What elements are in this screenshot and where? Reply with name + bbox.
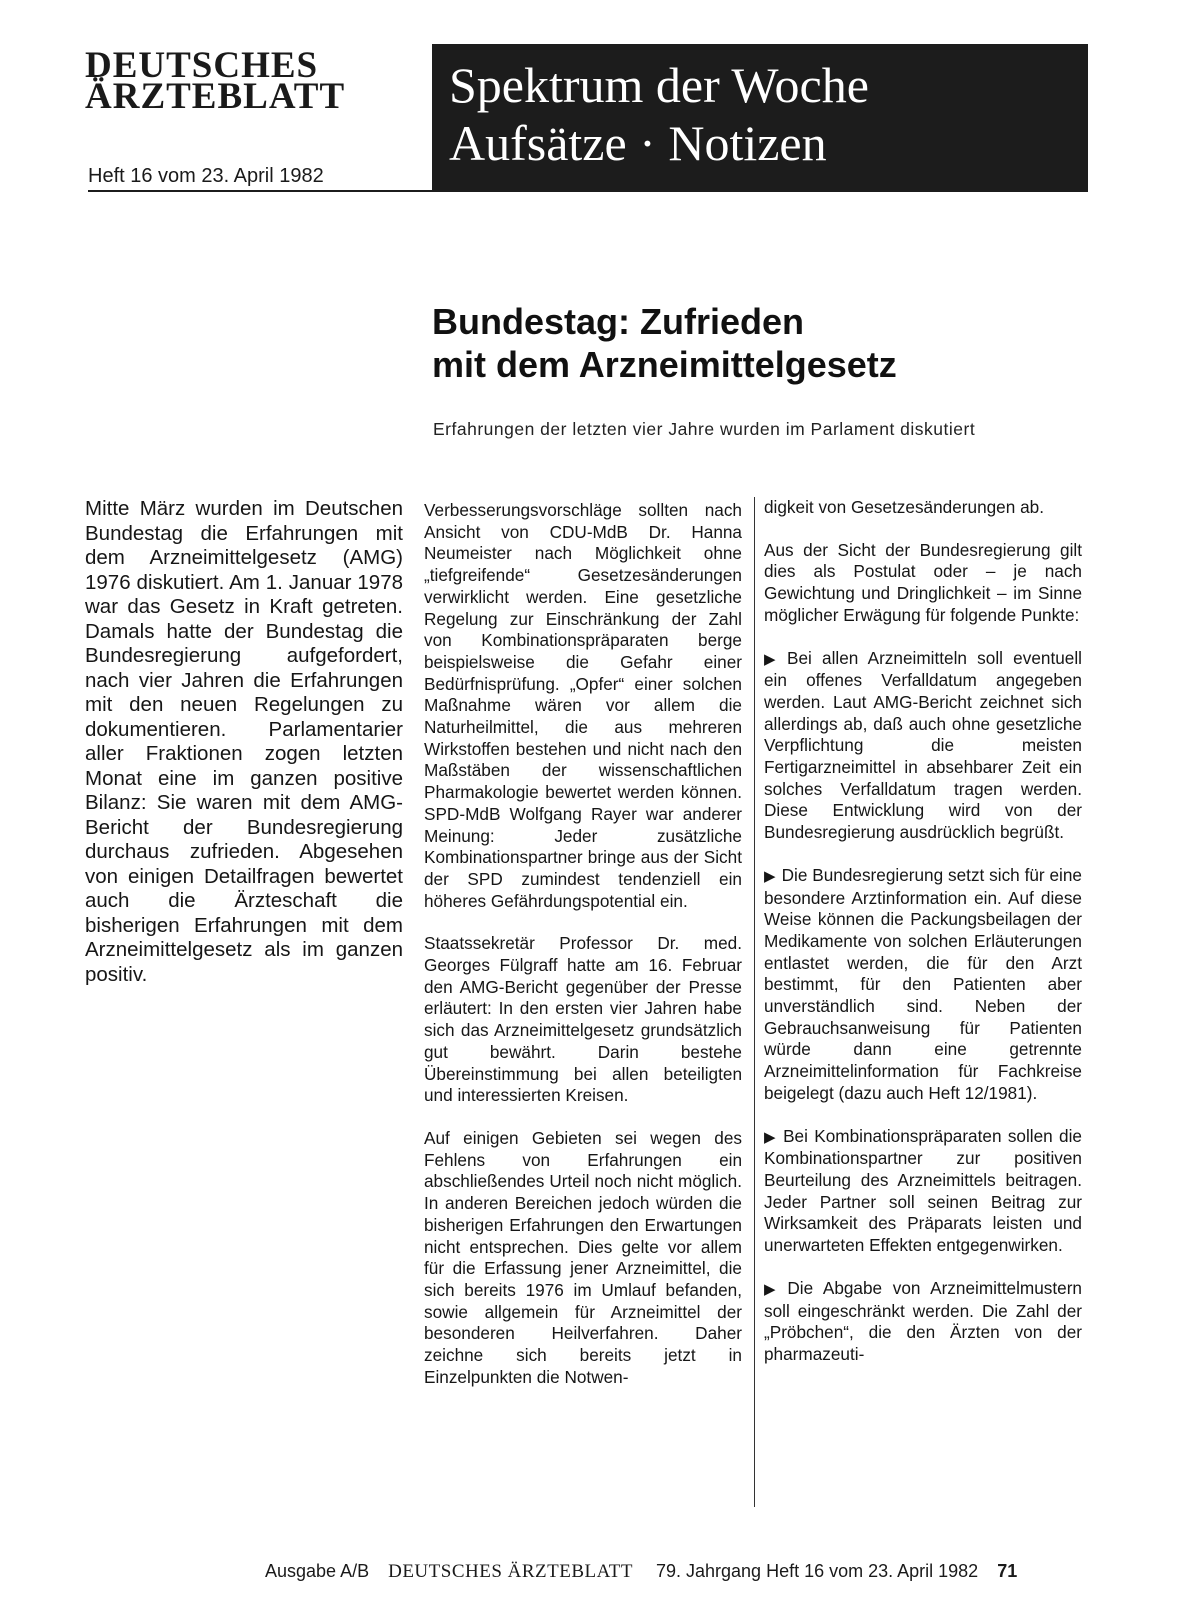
bullet-item — [764, 1126, 1082, 1257]
paragraph: digkeit von Gesetzesänderungen ab. — [764, 497, 1044, 517]
bullet-item — [764, 865, 1082, 1105]
bullet-text: Bei Kombinationspräparaten sollen die Kombinationspartner zur positiven Beurteilung des Arzneimittels beitragen. Jeder Partner soll seinen Beitrag zur Wirksamkeit des Präparats leisten und unerwarteten Effekten entgegenwirken. — [764, 1125, 1082, 1256]
paragraph: Staatssekretär Professor Dr. med. Georges Fülgraff hatte am 16. Februar den AMG-Bericht gegenüber der Presse erläutert: In den ersten vier Jahren habe sich das Arzneimittelgesetz grundsätzlich gut bewährt. Darin bestehe Übereinstimmung bei allen beteiligten und interessierten Kreisen. — [424, 933, 742, 1106]
headline-line-2: mit dem Arzneimittelgesetz — [432, 344, 897, 385]
issue-date: Heft 16 vom 23. April 1982 — [88, 165, 324, 187]
masthead-line-1: DEUTSCHES — [85, 45, 319, 86]
header-rule — [88, 190, 1088, 192]
article-lead: Mitte März wurden im Deutschen Bundestag die Erfahrungen mit dem Arzneimittelgesetz (AMG) 1976 diskutiert. Am 1. Januar 1978 war das Gesetz in Kraft getreten. Damals hatte der Bundestag die Bundesregierung aufgefordert, nach vier Jahren die Erfahrungen mit den neuen Regelungen zu dokumentieren. Parlamentarier aller Fraktionen zogen letzten Monat eine im ganzen positive Bilanz: Sie waren mit dem AMG-Bericht der Bundesregierung durchaus zufrieden. Abgesehen von einigen Detailfragen bewertet auch die Ärzteschaft die bisherigen Erfahrungen mit dem Arzneimittelgesetz als im ganzen positiv. — [85, 497, 403, 986]
bullet-item — [764, 648, 1082, 844]
bullet-text: Die Abgabe von Arzneimittelmustern soll eingeschränkt werden. Die Zahl der „Pröbchen“, die den Ärzten von der pharmazeuti- — [764, 1277, 1082, 1364]
masthead-logo — [85, 45, 401, 117]
article-subhead: Erfahrungen der letzten vier Jahre wurden im Parlament diskutiert — [433, 419, 976, 439]
masthead-line-2: ÄRZTEBLATT — [85, 76, 346, 117]
bullet-item — [764, 1278, 1082, 1366]
footer-issue: 79. Jahrgang Heft 16 vom 23. April 1982 — [655, 1561, 979, 1581]
headline-line-1: Bundestag: Zufrieden — [432, 301, 805, 342]
paragraph: Aus der Sicht der Bundesregierung gilt dies als Postulat oder – je nach Gewichtung und Dringlichkeit – im Sinne möglicher Erwägung für folgende Punkte: — [764, 539, 1082, 625]
column-2 — [424, 500, 742, 1409]
article-headline — [432, 300, 1082, 386]
bullet-triangle-icon: ▶ — [764, 1280, 782, 1298]
footer-edition: Ausgabe A/B — [265, 1561, 370, 1581]
page-footer — [265, 1561, 1017, 1583]
section-title: Spektrum der Woche — [449, 57, 869, 113]
column-3 — [764, 497, 1082, 1387]
bullet-text: Die Bundesregierung setzt sich für eine besondere Arztinformation ein. Auf diese Weise können die Packungsbeilagen der Medikamente von solchen Erläuterungen entlastet werden, die für den Arzt bestimmt, für den Patienten aber unverständlich sind. Neben der Gebrauchsanweisung für Patienten würde dann eine getrennte Arzneimittelinformation für Fachkreise beigelegt (dazu auch Heft 12/1981). — [764, 864, 1082, 1103]
bullet-triangle-icon: ▶ — [764, 867, 776, 885]
bullet-triangle-icon: ▶ — [764, 1128, 778, 1146]
paragraph: Verbesserungsvorschläge sollten nach Ansicht von CDU-MdB Dr. Hanna Neumeister nach Möglichkeit ohne „tiefgreifende“ Gesetzesänderungen verwirklicht werden. Eine gesetzliche Regelung zur Einschränkung der Zahl von Kombinationspräparaten berge beispielsweise die Gefahr einer Bedürfnisprüfung. „Opfer“ einer solchen Maßnahme wären vor allem die Naturheilmittel, die aus mehreren Wirkstoffen bestehen und nicht nach den Maßstäben der wissenschaftlichen Pharmakologie bewertet werden können. SPD-MdB Wolfgang Rayer war anderer Meinung: Jeder zusätzliche Kombinationspartner bringe aus der Sicht der SPD zumindest tendenziell ein höheres Gefährdungspotential ein. — [424, 500, 742, 911]
section-subtitle: Aufsätze · Notizen — [449, 115, 827, 171]
bullet-triangle-icon: ▶ — [764, 650, 781, 668]
bullet-text: Bei allen Arzneimitteln soll eventuell ein offenes Verfalldatum angegeben werden. Laut AMG-Bericht zeichnet sich allerdings ab, daß auch ohne gesetzliche Verpflichtung die meisten Fertigarzneimittel in absehbarer Zeit ein solches Verfalldatum tragen werden. Diese Entwicklung wird von der Bundesregierung ausdrücklich begrüßt. — [764, 647, 1082, 843]
footer-masthead: DEUTSCHES ÄRZTEBLATT — [388, 1561, 633, 1582]
column-divider — [754, 497, 755, 1507]
paragraph: Auf einigen Gebieten sei wegen des Fehlens von Erfahrungen ein abschließendes Urteil noch nicht möglich. In anderen Bereichen jedoch würden die bisherigen Erfahrungen den Erwartungen nicht entsprechen. Dies gelte vor allem für die Erfassung jener Arzneimittel, die sich bereits 1976 im Umlauf befanden, sowie allgemein für Arzneimittel der besonderen Heilverfahren. Daher zeichne sich bereits jetzt in Einzelpunkten die Notwen- — [424, 1127, 742, 1387]
page-number: 71 — [997, 1561, 1018, 1581]
section-banner — [432, 44, 1088, 190]
